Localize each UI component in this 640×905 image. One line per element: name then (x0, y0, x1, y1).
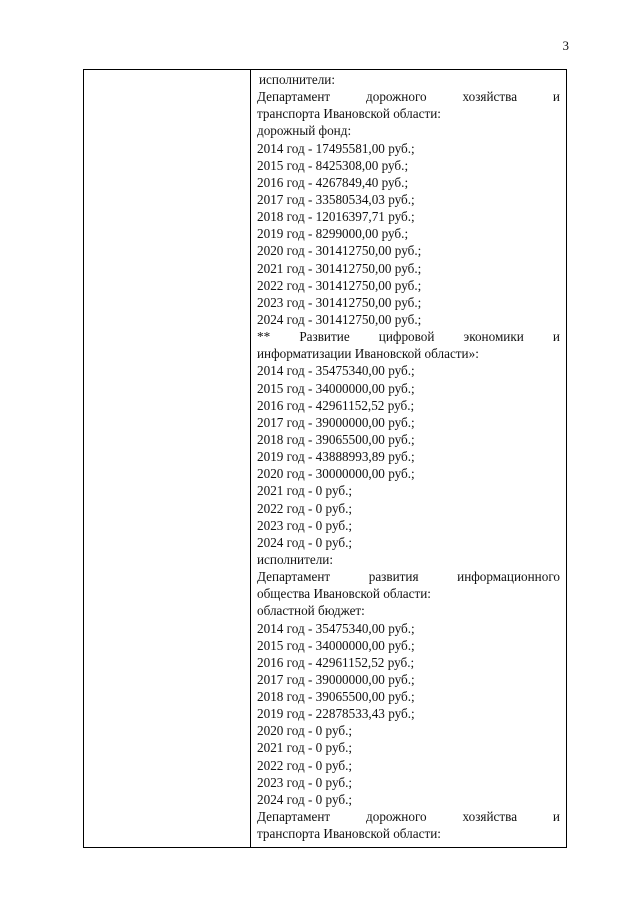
text-line: 2014 год - 35475340,00 руб.; (257, 620, 415, 636)
text-line: 2018 год - 39065500,00 руб.; (257, 689, 415, 705)
funding-table (83, 69, 567, 848)
text-line: дорожный фонд: (257, 123, 352, 139)
text-line: 2016 год - 42961152,52 руб.; (257, 397, 415, 413)
column-divider (250, 70, 251, 847)
text-line: 2021 год - 0 руб.; (257, 483, 353, 499)
text-line: 2022 год - 0 руб.; (257, 500, 353, 516)
text-line: 2019 год - 43888993,89 руб.; (257, 449, 415, 465)
text-line: 2019 год - 8299000,00 руб.; (257, 226, 409, 242)
text-line: 2016 год - 42961152,52 руб.; (257, 654, 415, 670)
text-line: исполнители: (257, 551, 334, 567)
text-line: 2024 год - 301412750,00 руб.; (257, 311, 422, 327)
text-line: информатизации Ивановской области»: (257, 346, 479, 362)
text-line: 2020 год - 30000000,00 руб.; (257, 466, 415, 482)
text-line: 2022 год - 0 руб.; (257, 757, 353, 773)
text-line: 2019 год - 22878533,43 руб.; (257, 706, 415, 722)
text-line: 2021 год - 301412750,00 руб.; (257, 260, 422, 276)
text-line: исполнители: (259, 72, 336, 87)
text-line: 2023 год - 301412750,00 руб.; (257, 294, 422, 310)
text-line: 2022 год - 301412750,00 руб.; (257, 277, 422, 293)
text-line: общества Ивановской области: (257, 586, 431, 602)
text-line: Департамент развития информационного (257, 569, 560, 585)
text-line: 2023 год - 0 руб.; (257, 517, 353, 533)
text-line: 2017 год - 39000000,00 руб.; (257, 671, 415, 687)
text-line: 2023 год - 0 руб.; (257, 774, 353, 790)
text-line: 2016 год - 4267849,40 руб.; (257, 174, 409, 190)
text-line: 2014 год - 17495581,00 руб.; (257, 140, 415, 156)
text-line: 2014 год - 35475340,00 руб.; (257, 363, 415, 379)
text-line: 2015 год - 8425308,00 руб.; (257, 157, 409, 173)
table-left-cell (84, 70, 250, 847)
text-line: 2024 год - 0 руб.; (257, 791, 353, 807)
text-line: областной бюджет: (257, 603, 365, 619)
text-line: транспорта Ивановской области: (257, 826, 441, 842)
text-line: 2017 год - 39000000,00 руб.; (257, 414, 415, 430)
text-line: Департамент дорожного хозяйства и (257, 89, 560, 105)
text-line: 2021 год - 0 руб.; (257, 740, 353, 756)
text-line: 2020 год - 301412750,00 руб.; (257, 243, 422, 259)
text-line: 2017 год - 33580534,03 руб.; (257, 191, 415, 207)
text-line: 2015 год - 34000000,00 руб.; (257, 380, 415, 396)
text-line: ** Развитие цифровой экономики и (257, 329, 560, 345)
text-line: 2015 год - 34000000,00 руб.; (257, 637, 415, 653)
text-line: 2018 год - 12016397,71 руб.; (257, 209, 415, 225)
text-line: 2024 год - 0 руб.; (257, 534, 353, 550)
text-line: Департамент дорожного хозяйства и (257, 809, 560, 825)
text-line: 2018 год - 39065500,00 руб.; (257, 431, 415, 447)
text-line: транспорта Ивановской области: (257, 106, 441, 122)
page-number: 3 (562, 38, 569, 53)
table-right-cell (257, 71, 560, 842)
text-line: 2020 год - 0 руб.; (257, 723, 353, 739)
